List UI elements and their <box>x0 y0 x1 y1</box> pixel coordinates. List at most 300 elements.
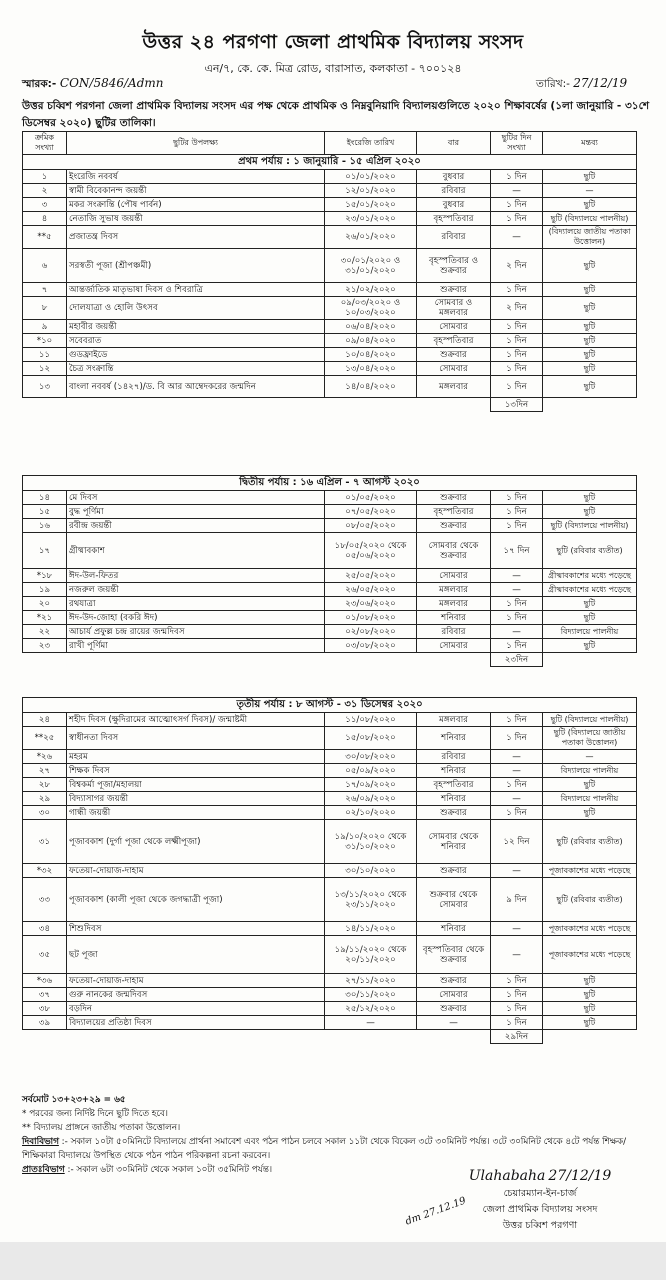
table-row <box>23 792 637 806</box>
cell-serial: ২০ <box>23 597 67 611</box>
cell-serial: ৩৪ <box>23 922 67 936</box>
total-spacer <box>23 1030 491 1044</box>
table-row <box>23 820 637 864</box>
cell-serial: ২২ <box>23 625 67 639</box>
cell-serial: ৮ <box>23 297 67 320</box>
cell-count: ১ দিন <box>491 376 543 398</box>
cell-date: ১০/০৪/২০২০ <box>325 348 417 362</box>
cell-remark: ছুটি (রবিবার ব্যতীত) <box>543 533 637 569</box>
cell-occasion: রাখী পূর্ণিমা <box>67 639 325 653</box>
cell-date: ০৩/০৮/২০২০ <box>325 639 417 653</box>
cell-remark: ছুটি <box>543 348 637 362</box>
cell-count: ১৭ দিন <box>491 533 543 569</box>
cell-occasion: শহীদ দিবস (ক্ষুদিরামের আত্মোৎসর্গ দিবস)/ জন্মাষ্টমী <box>67 713 325 727</box>
cell-occasion: গান্ধী জয়ন্তী <box>67 806 325 820</box>
note-double-star: ** বিদ্যালয় প্রাঙ্গনে জাতীয় পতাকা উত্তোলন। <box>22 1123 181 1133</box>
date-value: 27/12/19 <box>573 76 628 90</box>
cell-occasion: বাংলা নববর্ষ (১৪২৭)/ড. বি আর আম্বেদকরের জন্মদিন <box>67 376 325 398</box>
day-section-label: দিবাবিভাগ <box>22 1137 59 1147</box>
cell-remark: ছুটি <box>543 491 637 505</box>
table-row <box>23 362 637 376</box>
cell-date: ০১/০৮/২০২০ <box>325 611 417 625</box>
cell-serial: ৩০ <box>23 806 67 820</box>
cell-occasion: বুদ্ধ পূর্ণিমা <box>67 505 325 519</box>
cell-day: সোমবার <box>417 639 491 653</box>
cell-day: শুক্রবার <box>417 491 491 505</box>
table-row <box>23 778 637 792</box>
total-spacer <box>23 398 491 412</box>
cell-remark: ছুটি (বিদ্যালয়ে জাতীয় পতাকা উত্তোলন) <box>543 727 637 750</box>
cell-count: ১ দিন <box>491 988 543 1002</box>
cell-serial: **৫ <box>23 226 67 249</box>
cell-day: বৃহস্পতিবার <box>417 505 491 519</box>
holiday-table-phase-2 <box>22 475 637 667</box>
cell-date: ২৫/১২/২০২০ <box>325 1002 417 1016</box>
cell-serial: ৩ <box>23 198 67 212</box>
cell-count: — <box>491 764 543 778</box>
cell-day: শনিবার <box>417 922 491 936</box>
cell-count: — <box>491 750 543 764</box>
cell-serial: *২১ <box>23 611 67 625</box>
table-row <box>23 519 637 533</box>
cell-date: ১৯/১১/২০২০ থেকে ২০/১১/২০২০ <box>325 936 417 974</box>
cell-serial: ২৪ <box>23 713 67 727</box>
cell-remark: ছুটি <box>543 170 637 184</box>
cell-date: ১৩/০৪/২০২০ <box>325 362 417 376</box>
cell-day: শুক্রবার <box>417 348 491 362</box>
table-row <box>23 878 637 922</box>
cell-occasion: গুডফ্রাইডে <box>67 348 325 362</box>
cell-serial: ৯ <box>23 320 67 334</box>
cell-day: শুক্রবার <box>417 974 491 988</box>
signature-designation: চেয়ারম্যান-ইন-চার্জ <box>503 1188 577 1199</box>
cell-occasion: পূজাবকাশ (দুর্গা পূজা থেকে লক্ষ্মীপূজা) <box>67 820 325 864</box>
cell-remark: ছুটি <box>543 320 637 334</box>
phase-title-row <box>23 155 637 170</box>
cell-date: ০৯/০৩/২০২০ ও ১০/০৩/২০২০ <box>325 297 417 320</box>
cell-count: ১ দিন <box>491 348 543 362</box>
cell-count: ২ দিন <box>491 249 543 283</box>
cell-serial: ৩৩ <box>23 878 67 922</box>
cell-date: ২১/০২/২০২০ <box>325 283 417 297</box>
cell-day: সোমবার <box>417 569 491 583</box>
table-row <box>23 713 637 727</box>
col-count: ছুটির দিন সংখ্যা <box>491 132 543 155</box>
day-section-text: :- সকাল ১০টা ৫০মিনিটে বিদ্যালয়ে প্রার্থনা সমাবেশ এবং পঠন পাঠন চলবে সকাল ১১টা থেকে বিকেল ৩টে ৩০মিনিট পর্যন্ত। ৩টে ৩০মিনিট থেকে ৪টে পর্যন্ত শিক্ষক/শিক্ষিকারা বিদ্যালয়ে উপস্থিত থেকে পঠন পাঠন পরিকল্পনা রচনা করবেন। <box>22 1137 627 1161</box>
cell-serial: ৭ <box>23 283 67 297</box>
cell-date: ৩০/০৮/২০২০ <box>325 750 417 764</box>
cell-remark: ছুটি <box>543 974 637 988</box>
cell-serial: ৩৭ <box>23 988 67 1002</box>
total-spacer-right <box>543 1030 637 1044</box>
cell-date: ১১/০৮/২০২০ <box>325 713 417 727</box>
cell-date: ০১/০১/২০২০ <box>325 170 417 184</box>
cell-remark: ছুটি <box>543 249 637 283</box>
cell-serial: ১৩ <box>23 376 67 398</box>
cell-date: ২৬/০১/২০২০ <box>325 226 417 249</box>
table-row <box>23 533 637 569</box>
cell-occasion: মকর সংক্রান্তি (পৌষ পার্বন) <box>67 198 325 212</box>
col-remark: মন্তব্য <box>543 132 637 155</box>
cell-date: ২৬/০৫/২০২০ <box>325 583 417 597</box>
cell-count: ১ দিন <box>491 212 543 226</box>
cell-date: ৩০/১০/২০২০ <box>325 864 417 878</box>
cell-day: শুক্রবার <box>417 806 491 820</box>
cell-date: ০৬/০৪/২০২০ <box>325 320 417 334</box>
signature <box>420 1168 660 1186</box>
phase-total-row <box>23 398 637 412</box>
cell-day: শুক্রবার <box>417 864 491 878</box>
phase-title: তৃতীয় পর্যায় : ৮ আগস্ট - ৩১ ডিসেম্বর ২০২০ <box>23 698 637 713</box>
cell-count: ১ দিন <box>491 778 543 792</box>
cell-date: ১৫/০১/২০২০ <box>325 198 417 212</box>
col-occasion: ছুটির উপলক্ষ্য <box>67 132 325 155</box>
col-serial: ক্রমিক সংখ্যা <box>23 132 67 155</box>
cell-count: ১ দিন <box>491 1016 543 1030</box>
cell-remark: — <box>543 750 637 764</box>
cell-serial: ১ <box>23 170 67 184</box>
phase-title-row <box>23 476 637 491</box>
cell-day: রবিবার <box>417 184 491 198</box>
cell-date: ০২/১০/২০২০ <box>325 806 417 820</box>
cell-date: ০২/০৮/২০২০ <box>325 625 417 639</box>
grand-total: সর্বমোট ১৩+২৩+২৯ = ৬৫ <box>22 1095 126 1105</box>
memo-label: স্মারক:- <box>22 78 57 90</box>
document-date <box>536 76 627 94</box>
cell-day: মঙ্গলবার <box>417 376 491 398</box>
cell-count: — <box>491 625 543 639</box>
cell-count: — <box>491 583 543 597</box>
cell-count: ৯ দিন <box>491 878 543 922</box>
cell-remark: ছুটি (রবিবার ব্যতীত) <box>543 820 637 864</box>
cell-serial: ১৪ <box>23 491 67 505</box>
total-spacer-right <box>543 653 637 667</box>
cell-serial: *১৮ <box>23 569 67 583</box>
cell-count: ১ দিন <box>491 974 543 988</box>
signature-district: উত্তর চব্বিশ পরগণা <box>502 1220 578 1231</box>
cell-count: ১ দিন <box>491 611 543 625</box>
cell-day: রবিবার <box>417 625 491 639</box>
cell-date: ১৯/১০/২০২০ থেকে ৩১/১০/২০২০ <box>325 820 417 864</box>
cell-day: মঙ্গলবার <box>417 583 491 597</box>
cell-date: ২৩/০৬/২০২০ <box>325 597 417 611</box>
page-bottom-margin <box>0 1242 666 1280</box>
table-row <box>23 198 637 212</box>
cell-day: শুক্রবার <box>417 1002 491 1016</box>
phase-total-row <box>23 1030 637 1044</box>
cell-occasion: ইংরেজি নববর্ষ <box>67 170 325 184</box>
table-row <box>23 348 637 362</box>
cell-count: ২ দিন <box>491 297 543 320</box>
memo-value: CON/5846/Admn <box>59 76 164 90</box>
intro-text: উত্তর চব্বিশ পরগনা জেলা প্রাথমিক বিদ্যালয় সংসদ এর পক্ষ থেকে প্রাথমিক ও নিম্নবুনিয়াদি বিদ্যালয়গুলিতে ২০২০ শিক্ষাবর্ষের (১লা জানুয়ারি - ৩১শে ডিসেম্বর ২০২০) ছুটির তালিকা। <box>22 100 650 129</box>
cell-remark: ছুটি <box>543 334 637 348</box>
cell-remark: (বিদ্যালয়ে জাতীয় পতাকা উত্তোলন) <box>543 226 637 249</box>
cell-remark: ছুটি (বিদ্যালয়ে পালনীয়) <box>543 519 637 533</box>
table-row <box>23 376 637 398</box>
cell-date: ২৩/০১/২০২০ <box>325 212 417 226</box>
cell-date: — <box>325 1016 417 1030</box>
note-day-section <box>22 1135 642 1163</box>
cell-date: ১৪/১১/২০২০ <box>325 922 417 936</box>
cell-date: ২৬/০৯/২০২০ <box>325 792 417 806</box>
cell-count: ১ দিন <box>491 362 543 376</box>
cell-date: ০৫/০৯/২০২০ <box>325 764 417 778</box>
cell-occasion: বিশ্বকর্মা পূজা/মহালয়া <box>67 778 325 792</box>
cell-occasion: আন্তর্জাতিক মাতৃভাষা দিবস ও শিবরাত্রি <box>67 283 325 297</box>
cell-occasion: মে দিবস <box>67 491 325 505</box>
cell-count: ১ দিন <box>491 639 543 653</box>
cell-count: ১ দিন <box>491 727 543 750</box>
cell-remark: ছুটি <box>543 1002 637 1016</box>
cell-occasion: রবীন্দ্র জয়ন্তী <box>67 519 325 533</box>
cell-day: শুক্রবার <box>417 519 491 533</box>
cell-day: বৃহস্পতিবার <box>417 334 491 348</box>
cell-remark: ছুটি <box>543 639 637 653</box>
cell-count: ১ দিন <box>491 806 543 820</box>
cell-date: ০৯/০৪/২০২০ <box>325 334 417 348</box>
morning-section-text: :- সকাল ৬টা ৩০মিনিট থেকে সকাল ১০টা ৩৫মিনিট পর্যন্ত। <box>67 1165 272 1175</box>
cell-serial: ১১ <box>23 348 67 362</box>
cell-occasion: পূজাবকাশ (কালী পূজা থেকে জগদ্ধাত্রী পূজা) <box>67 878 325 922</box>
cell-occasion: গ্রীষ্মাবকাশ <box>67 533 325 569</box>
cell-date: ১৫/০৮/২০২০ <box>325 727 417 750</box>
cell-serial: ১৭ <box>23 533 67 569</box>
cell-day: শনিবার <box>417 727 491 750</box>
cell-day: সোমবার থেকে শনিবার <box>417 820 491 864</box>
cell-day: রবিবার <box>417 226 491 249</box>
cell-serial: ২৮ <box>23 778 67 792</box>
cell-serial: ৪ <box>23 212 67 226</box>
phase-total: ১৩দিন <box>491 398 543 412</box>
cell-occasion: নেতাজি সুভাষ জয়ন্তী <box>67 212 325 226</box>
table-row <box>23 1002 637 1016</box>
cell-occasion: বিদ্যালয়ের প্রতিষ্ঠা দিবস <box>67 1016 325 1030</box>
table-row <box>23 597 637 611</box>
table-row <box>23 764 637 778</box>
table-row <box>23 184 637 198</box>
cell-date: ০৮/০৫/২০২০ <box>325 519 417 533</box>
cell-day: বৃহস্পতিবার থেকে শুক্রবার <box>417 936 491 974</box>
cell-remark: ছুটি <box>543 362 637 376</box>
cell-occasion: রথযাত্রা <box>67 597 325 611</box>
table-row <box>23 212 637 226</box>
cell-remark: ছুটি <box>543 198 637 212</box>
cell-serial: ১৬ <box>23 519 67 533</box>
table-row <box>23 750 637 764</box>
cell-remark: বিদ্যালয়ে পালনীয় <box>543 764 637 778</box>
table-row <box>23 1016 637 1030</box>
cell-serial: ৩৫ <box>23 936 67 974</box>
cell-count: ১ দিন <box>491 320 543 334</box>
cell-day: রবিবার <box>417 750 491 764</box>
cell-serial: ১২ <box>23 362 67 376</box>
cell-count: ১ দিন <box>491 491 543 505</box>
cell-day: মঙ্গলবার <box>417 713 491 727</box>
cell-serial: ২৯ <box>23 792 67 806</box>
cell-date: ০৭/০৫/২০২০ <box>325 505 417 519</box>
cell-day: সোমবার <box>417 988 491 1002</box>
cell-occasion: সবেবরাত <box>67 334 325 348</box>
table-row <box>23 864 637 878</box>
cell-day: সোমবার থেকে শুক্রবার <box>417 533 491 569</box>
total-spacer <box>23 653 491 667</box>
cell-remark: পূজাবকাশের মধ্যে পড়েছে <box>543 922 637 936</box>
cell-count: ১ দিন <box>491 519 543 533</box>
cell-occasion: নজরুল জয়ন্তী <box>67 583 325 597</box>
table-row <box>23 988 637 1002</box>
date-label: তারিখ:- <box>536 78 570 90</box>
cell-remark: ছুটি <box>543 988 637 1002</box>
cell-occasion: দোলযাত্রা ও হোলি উৎসব <box>67 297 325 320</box>
table-row <box>23 226 637 249</box>
cell-date: ১২/০১/২০২০ <box>325 184 417 198</box>
table-row <box>23 505 637 519</box>
cell-occasion: চৈত্র সংক্রান্তি <box>67 362 325 376</box>
cell-occasion: প্রজাতন্ত্র দিবস <box>67 226 325 249</box>
cell-occasion: শিশুদিবস <box>67 922 325 936</box>
cell-date: ১৮/০৫/২০২০ থেকে ০৫/০৬/২০২০ <box>325 533 417 569</box>
cell-remark: পূজাবকাশের মধ্যে পড়েছে <box>543 936 637 974</box>
cell-serial: ৬ <box>23 249 67 283</box>
cell-occasion: গুরু নানকের জন্মদিবস <box>67 988 325 1002</box>
cell-remark: গ্রীষ্মাবকাশের মধ্যে পড়েছে <box>543 583 637 597</box>
table-row <box>23 491 637 505</box>
cell-day: শনিবার <box>417 611 491 625</box>
cell-date: ৩০/১১/২০২০ <box>325 988 417 1002</box>
notes-block <box>22 1093 642 1177</box>
morning-section-label: প্রাতঃবিভাগ <box>22 1165 65 1175</box>
cell-day: বুধবার <box>417 198 491 212</box>
cell-count: ১২ দিন <box>491 820 543 864</box>
table-row <box>23 974 637 988</box>
cell-occasion: ঈদ-উল-ফিতর <box>67 569 325 583</box>
cell-day: বৃহস্পতিবার <box>417 212 491 226</box>
initials-handwritten: dm 27.12.19 <box>404 1195 468 1228</box>
cell-occasion: ফতেয়া-দোয়াজ-দাহাম <box>67 864 325 878</box>
phase-total-row <box>23 653 637 667</box>
phase-total: ২৯দিন <box>491 1030 543 1044</box>
cell-count: — <box>491 184 543 198</box>
cell-count: ১ দিন <box>491 283 543 297</box>
table-row <box>23 320 637 334</box>
cell-serial: ২৭ <box>23 764 67 778</box>
cell-occasion: শিক্ষক দিবস <box>67 764 325 778</box>
table-row <box>23 611 637 625</box>
memo-number <box>22 76 164 94</box>
cell-remark: বিদ্যালয়ে পালনীয় <box>543 625 637 639</box>
cell-remark: ছুটি <box>543 1016 637 1030</box>
cell-occasion: মহরম <box>67 750 325 764</box>
table-row <box>23 806 637 820</box>
cell-serial: *৩২ <box>23 864 67 878</box>
cell-day: শুক্রবার থেকে সোমবার <box>417 878 491 922</box>
cell-count: — <box>491 922 543 936</box>
cell-date: ১৪/০৪/২০২০ <box>325 376 417 398</box>
cell-count: — <box>491 569 543 583</box>
cell-remark: ছুটি <box>543 597 637 611</box>
cell-remark: ছুটি (রবিবার ব্যতীত) <box>543 878 637 922</box>
cell-occasion: ঈদ-উদ-জোহা (বকরি ঈদ) <box>67 611 325 625</box>
cell-count: — <box>491 864 543 878</box>
cell-day: শনিবার <box>417 792 491 806</box>
cell-remark: গ্রীষ্মাবকাশের মধ্যে পড়েছে <box>543 569 637 583</box>
cell-remark: ছুটি <box>543 297 637 320</box>
cell-count: ১ দিন <box>491 334 543 348</box>
table-header-row <box>23 132 637 155</box>
cell-serial: ২৩ <box>23 639 67 653</box>
cell-day: বুধবার <box>417 170 491 184</box>
cell-date: ১৭/০৯/২০২০ <box>325 778 417 792</box>
cell-serial: *২৬ <box>23 750 67 764</box>
cell-remark: ছুটি (বিদ্যালয়ে পালনীয়) <box>543 713 637 727</box>
holiday-table-phase-3 <box>22 697 637 1044</box>
cell-occasion: ছট পূজা <box>67 936 325 974</box>
cell-count: ১ দিন <box>491 1002 543 1016</box>
table-row <box>23 283 637 297</box>
council-title: উত্তর ২৪ পরগণা জেলা প্রাথমিক বিদ্যালয় সংসদ <box>142 31 524 53</box>
phase-title: দ্বিতীয় পর্যায় : ১৬ এপ্রিল - ৭ আগস্ট ২০২০ <box>23 476 637 491</box>
cell-day: — <box>417 1016 491 1030</box>
cell-occasion: স্বামী বিবেকানন্দ জয়ন্তী <box>67 184 325 198</box>
cell-serial: ২ <box>23 184 67 198</box>
cell-day: মঙ্গলবার <box>417 597 491 611</box>
cell-remark: ছুটি <box>543 778 637 792</box>
phase-title-row <box>23 698 637 713</box>
cell-serial: ৩৯ <box>23 1016 67 1030</box>
cell-occasion: মহাবীর জয়ন্তী <box>67 320 325 334</box>
cell-remark: ছুটি <box>543 283 637 297</box>
cell-date: ০১/০৫/২০২০ <box>325 491 417 505</box>
phase-title: প্রথম পর্যায় : ১ জানুয়ারি - ১৫ এপ্রিল ২০২০ <box>23 155 637 170</box>
cell-date: ২৫/০৫/২০২০ <box>325 569 417 583</box>
cell-count: ১ দিন <box>491 713 543 727</box>
cell-occasion: আচার্য প্রফুল্ল চন্দ্র রায়ের জন্মদিবস <box>67 625 325 639</box>
cell-count: ১ দিন <box>491 597 543 611</box>
cell-serial: *১০ <box>23 334 67 348</box>
cell-day: সোমবার <box>417 320 491 334</box>
cell-day: সোমবার ও মঙ্গলবার <box>417 297 491 320</box>
cell-occasion: বড়দিন <box>67 1002 325 1016</box>
cell-date: ৩০/০১/২০২০ ও ৩১/০১/২০২০ <box>325 249 417 283</box>
cell-remark: — <box>543 184 637 198</box>
cell-count: — <box>491 792 543 806</box>
cell-serial: ৩৮ <box>23 1002 67 1016</box>
cell-day: বৃহস্পতিবার <box>417 778 491 792</box>
cell-occasion: সরস্বতী পূজা (শ্রীপঞ্চমী) <box>67 249 325 283</box>
cell-serial: ১৯ <box>23 583 67 597</box>
signature-date: 27/12/19 <box>548 1168 612 1184</box>
cell-serial: *৩৬ <box>23 974 67 988</box>
cell-date: ১৩/১১/২০২০ থেকে ২৩/১১/২০২০ <box>325 878 417 922</box>
council-address: এন/৭, কে. কে. মিত্র রোড, বারাসাত, কলকাতা - ৭০০১২৪ <box>204 62 462 75</box>
cell-remark: ছুটি (বিদ্যালয়ে পালনীয়) <box>543 212 637 226</box>
cell-day: শনিবার <box>417 764 491 778</box>
cell-remark: ছুটি <box>543 806 637 820</box>
cell-remark: ছুটি <box>543 611 637 625</box>
total-spacer-right <box>543 398 637 412</box>
table-row <box>23 334 637 348</box>
cell-count: ১ দিন <box>491 170 543 184</box>
cell-day: সোমবার <box>417 362 491 376</box>
table-row <box>23 170 637 184</box>
table-row <box>23 569 637 583</box>
table-row <box>23 249 637 283</box>
table-row <box>23 922 637 936</box>
cell-remark: ছুটি <box>543 505 637 519</box>
table-row <box>23 727 637 750</box>
col-day: বার <box>417 132 491 155</box>
